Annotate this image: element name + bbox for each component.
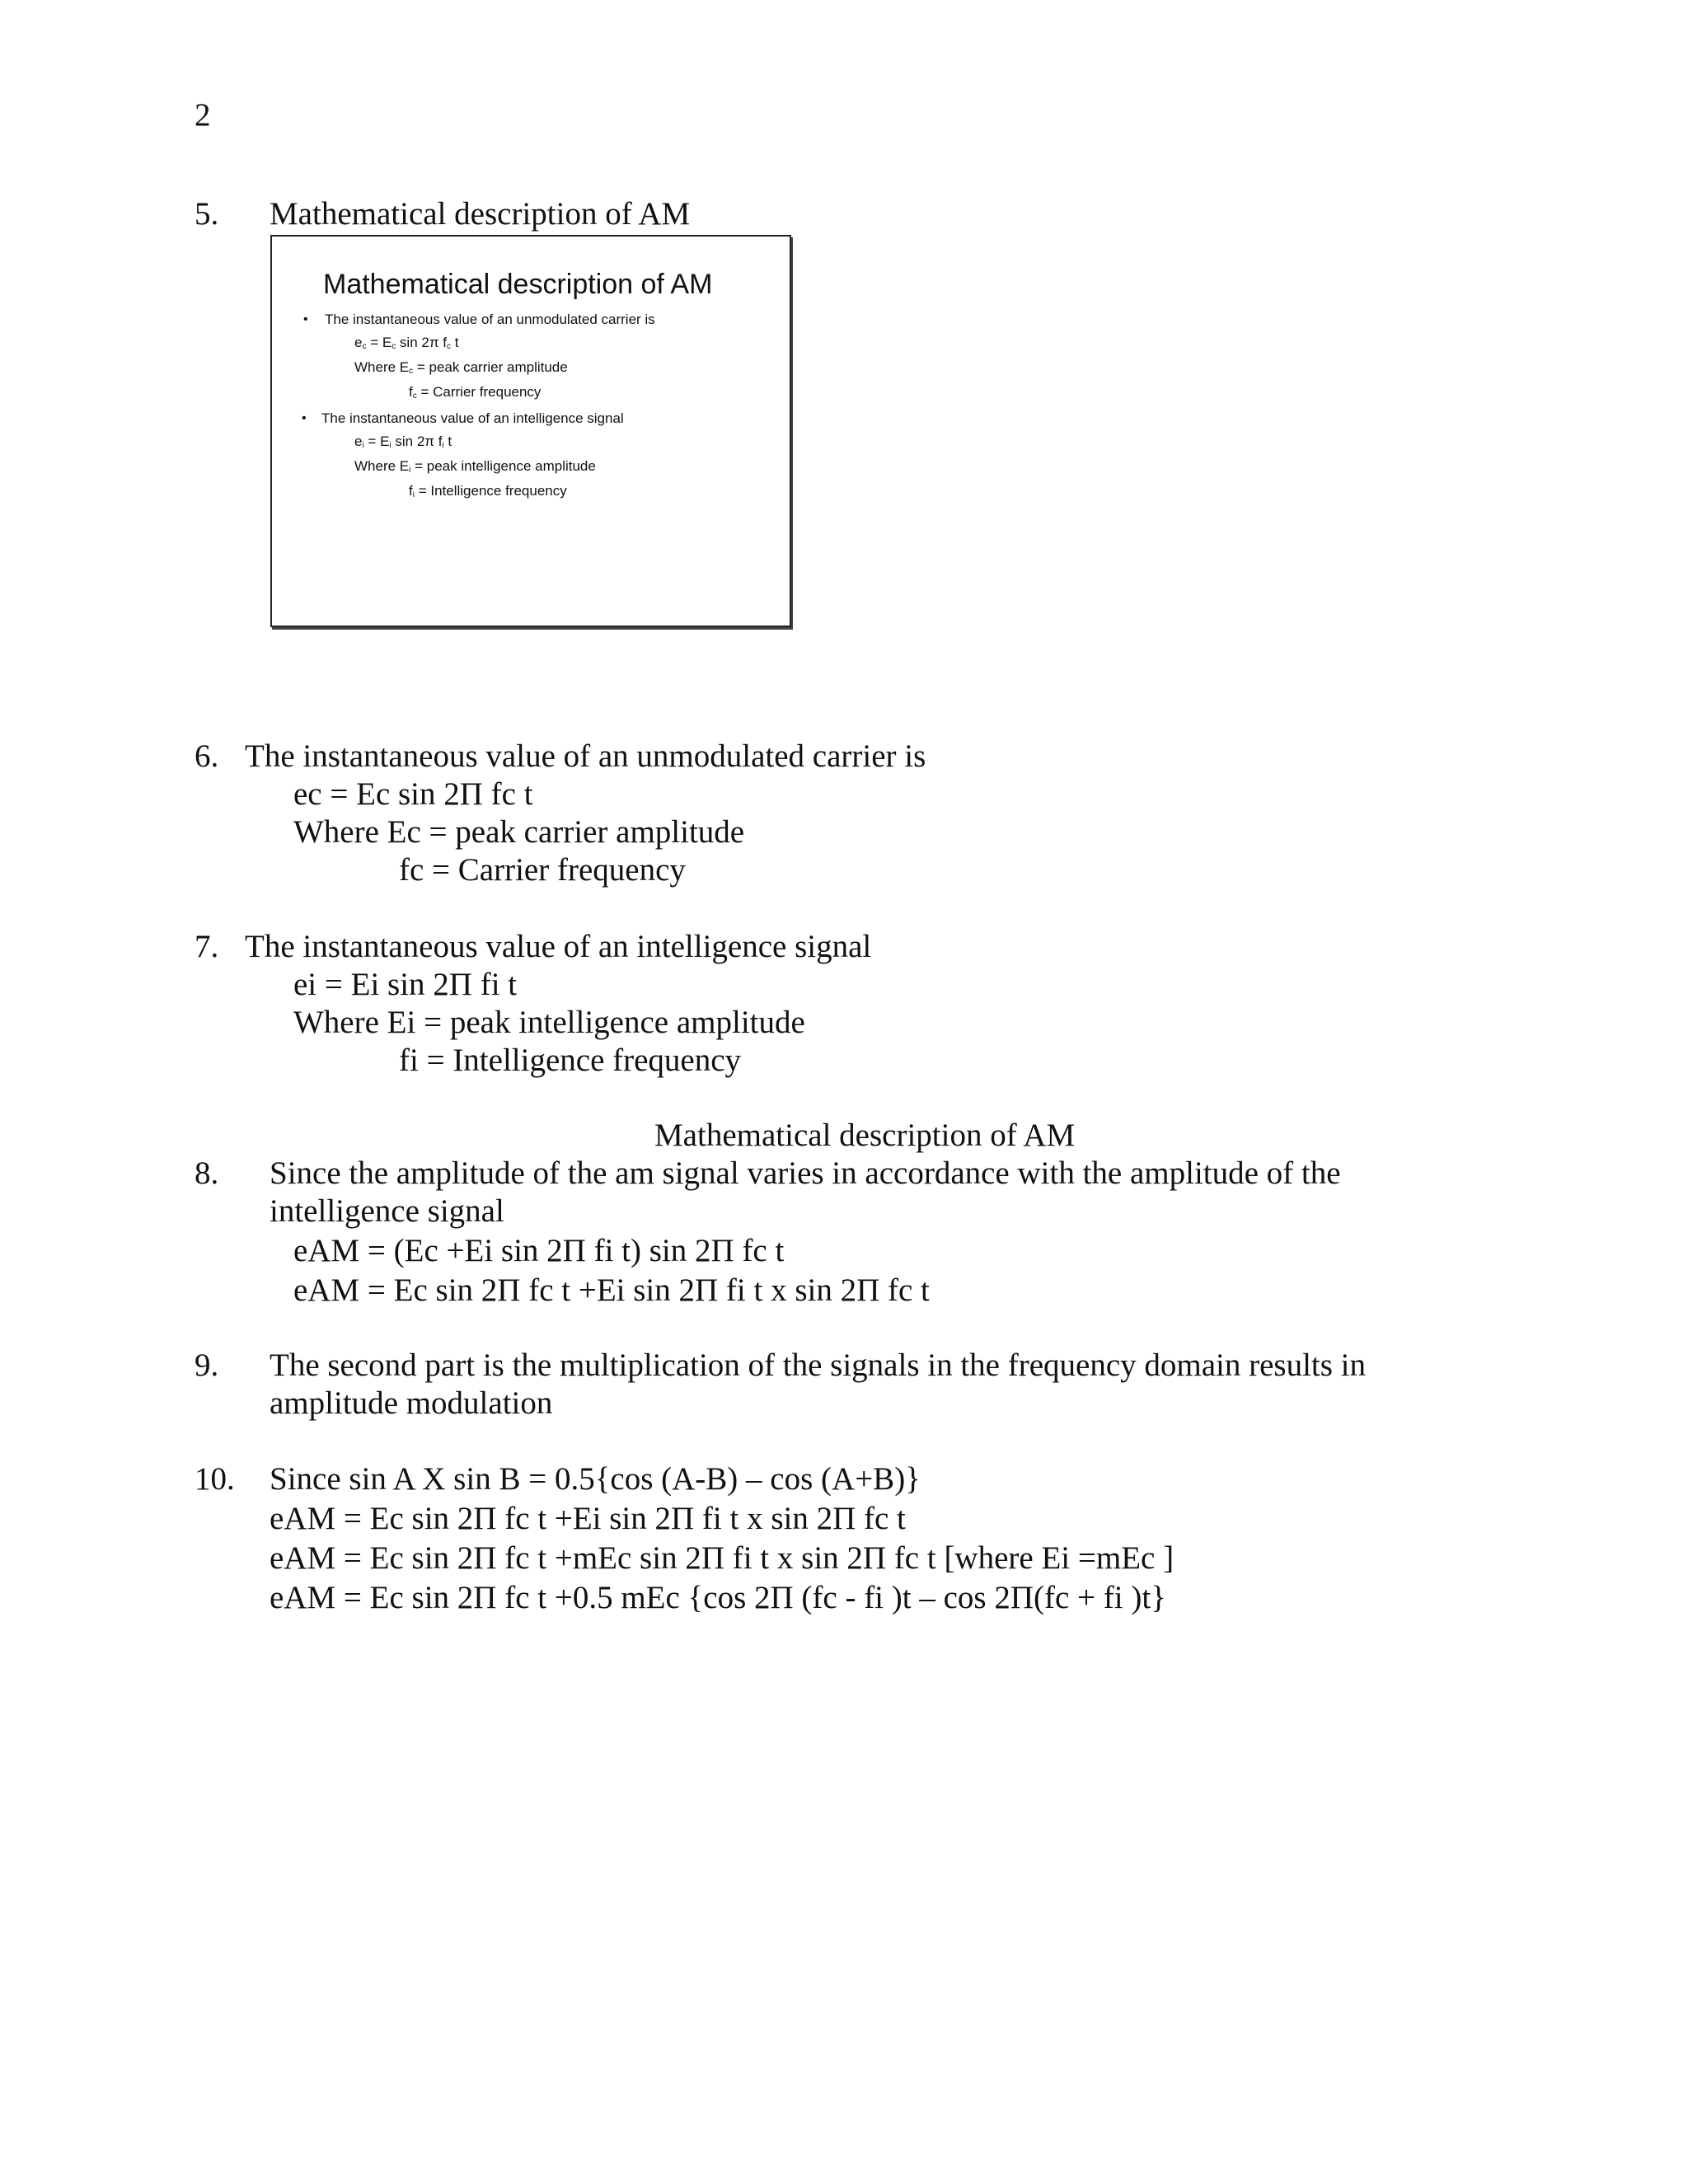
slide-carrier-frequency: $f_c$ = Carrier frequency (409, 384, 542, 401)
item-6-number: 6. (195, 738, 219, 774)
slide-intelligence-frequency: $f_i$ = Intelligence frequency (409, 483, 567, 499)
item-8-line-1: Since the amplitude of the am signal varies in accordance with the amplitude of the (270, 1155, 1341, 1191)
item-9-number: 9. (195, 1347, 219, 1383)
slide-carrier-where: Where $E_c$ = peak carrier amplitude (354, 359, 568, 376)
slide-intelligence-where: Where $E_i$ = peak intelligence amplitude (354, 458, 596, 475)
item-7-number: 7. (195, 929, 219, 964)
item-6-line-1: The instantaneous value of an unmodulated carrier is (245, 738, 926, 774)
item-10-identity: Since sin A X sin B = 0.5{cos (A-B) – cos (A+B)} (270, 1461, 921, 1497)
slide-carrier-equation: $e_c = E_c$ sin 2π $f_c$ t (354, 335, 459, 351)
item-8-equation-2: eAM = Ec sin 2Π fc t +Ei sin 2Π fi t x sin 2Π fc t (293, 1272, 930, 1308)
item-5-heading: Mathematical description of AM (270, 196, 691, 232)
item-10-number: 10. (195, 1461, 235, 1497)
item-6-frequency: fc = Carrier frequency (399, 852, 686, 888)
item-9-line-2: amplitude modulation (270, 1385, 553, 1421)
item-10-equation-3: eAM = Ec sin 2Π fc t +0.5 mEc {cos 2Π (fc - fi )t – cos 2Π(fc + fi )t} (270, 1580, 1166, 1615)
item-10-equation-2: eAM = Ec sin 2Π fc t +mEc sin 2Π fi t x sin 2Π fc t [where Ei =mEc ] (270, 1540, 1175, 1576)
item-8-equation-1: eAM = (Ec +Ei sin 2Π fi t) sin 2Π fc t (293, 1233, 785, 1268)
slide-title: Mathematical description of AM (323, 269, 713, 300)
slide-bullet-1-text: The instantaneous value of an unmodulated carrier is (325, 312, 655, 327)
item-7-line-1: The instantaneous value of an intelligence signal (245, 929, 872, 964)
item-8-number: 8. (195, 1155, 219, 1191)
item-9-line-1: The second part is the multiplication of the signals in the frequency domain results in (270, 1347, 1367, 1383)
item-5-number: 5. (195, 196, 219, 232)
slide-thumbnail (270, 235, 791, 627)
item-7-equation: ei = Ei sin 2Π fi t (293, 967, 518, 1002)
item-7-where: Where Ei = peak intelligence amplitude (293, 1005, 805, 1040)
center-heading: Mathematical description of AM (654, 1118, 1076, 1153)
slide-intelligence-equation: $e_i = E_i$ sin 2π $f_i$ t (354, 434, 452, 450)
item-10-equation-1: eAM = Ec sin 2Π fc t +Ei sin 2Π fi t x sin 2Π fc t (270, 1501, 906, 1536)
slide-bullet-1-icon: • (303, 312, 308, 326)
item-7-frequency: fi = Intelligence frequency (399, 1043, 742, 1078)
item-6-where: Where Ec = peak carrier amplitude (293, 814, 745, 850)
slide-bullet-2-text: The instantaneous value of an intelligence signal (321, 410, 624, 426)
slide-bullet-2-icon: • (302, 411, 307, 425)
item-8-line-2: intelligence signal (270, 1193, 504, 1229)
item-6-equation: ec = Ec sin 2Π fc t (293, 776, 533, 812)
page-number: 2 (195, 97, 211, 133)
